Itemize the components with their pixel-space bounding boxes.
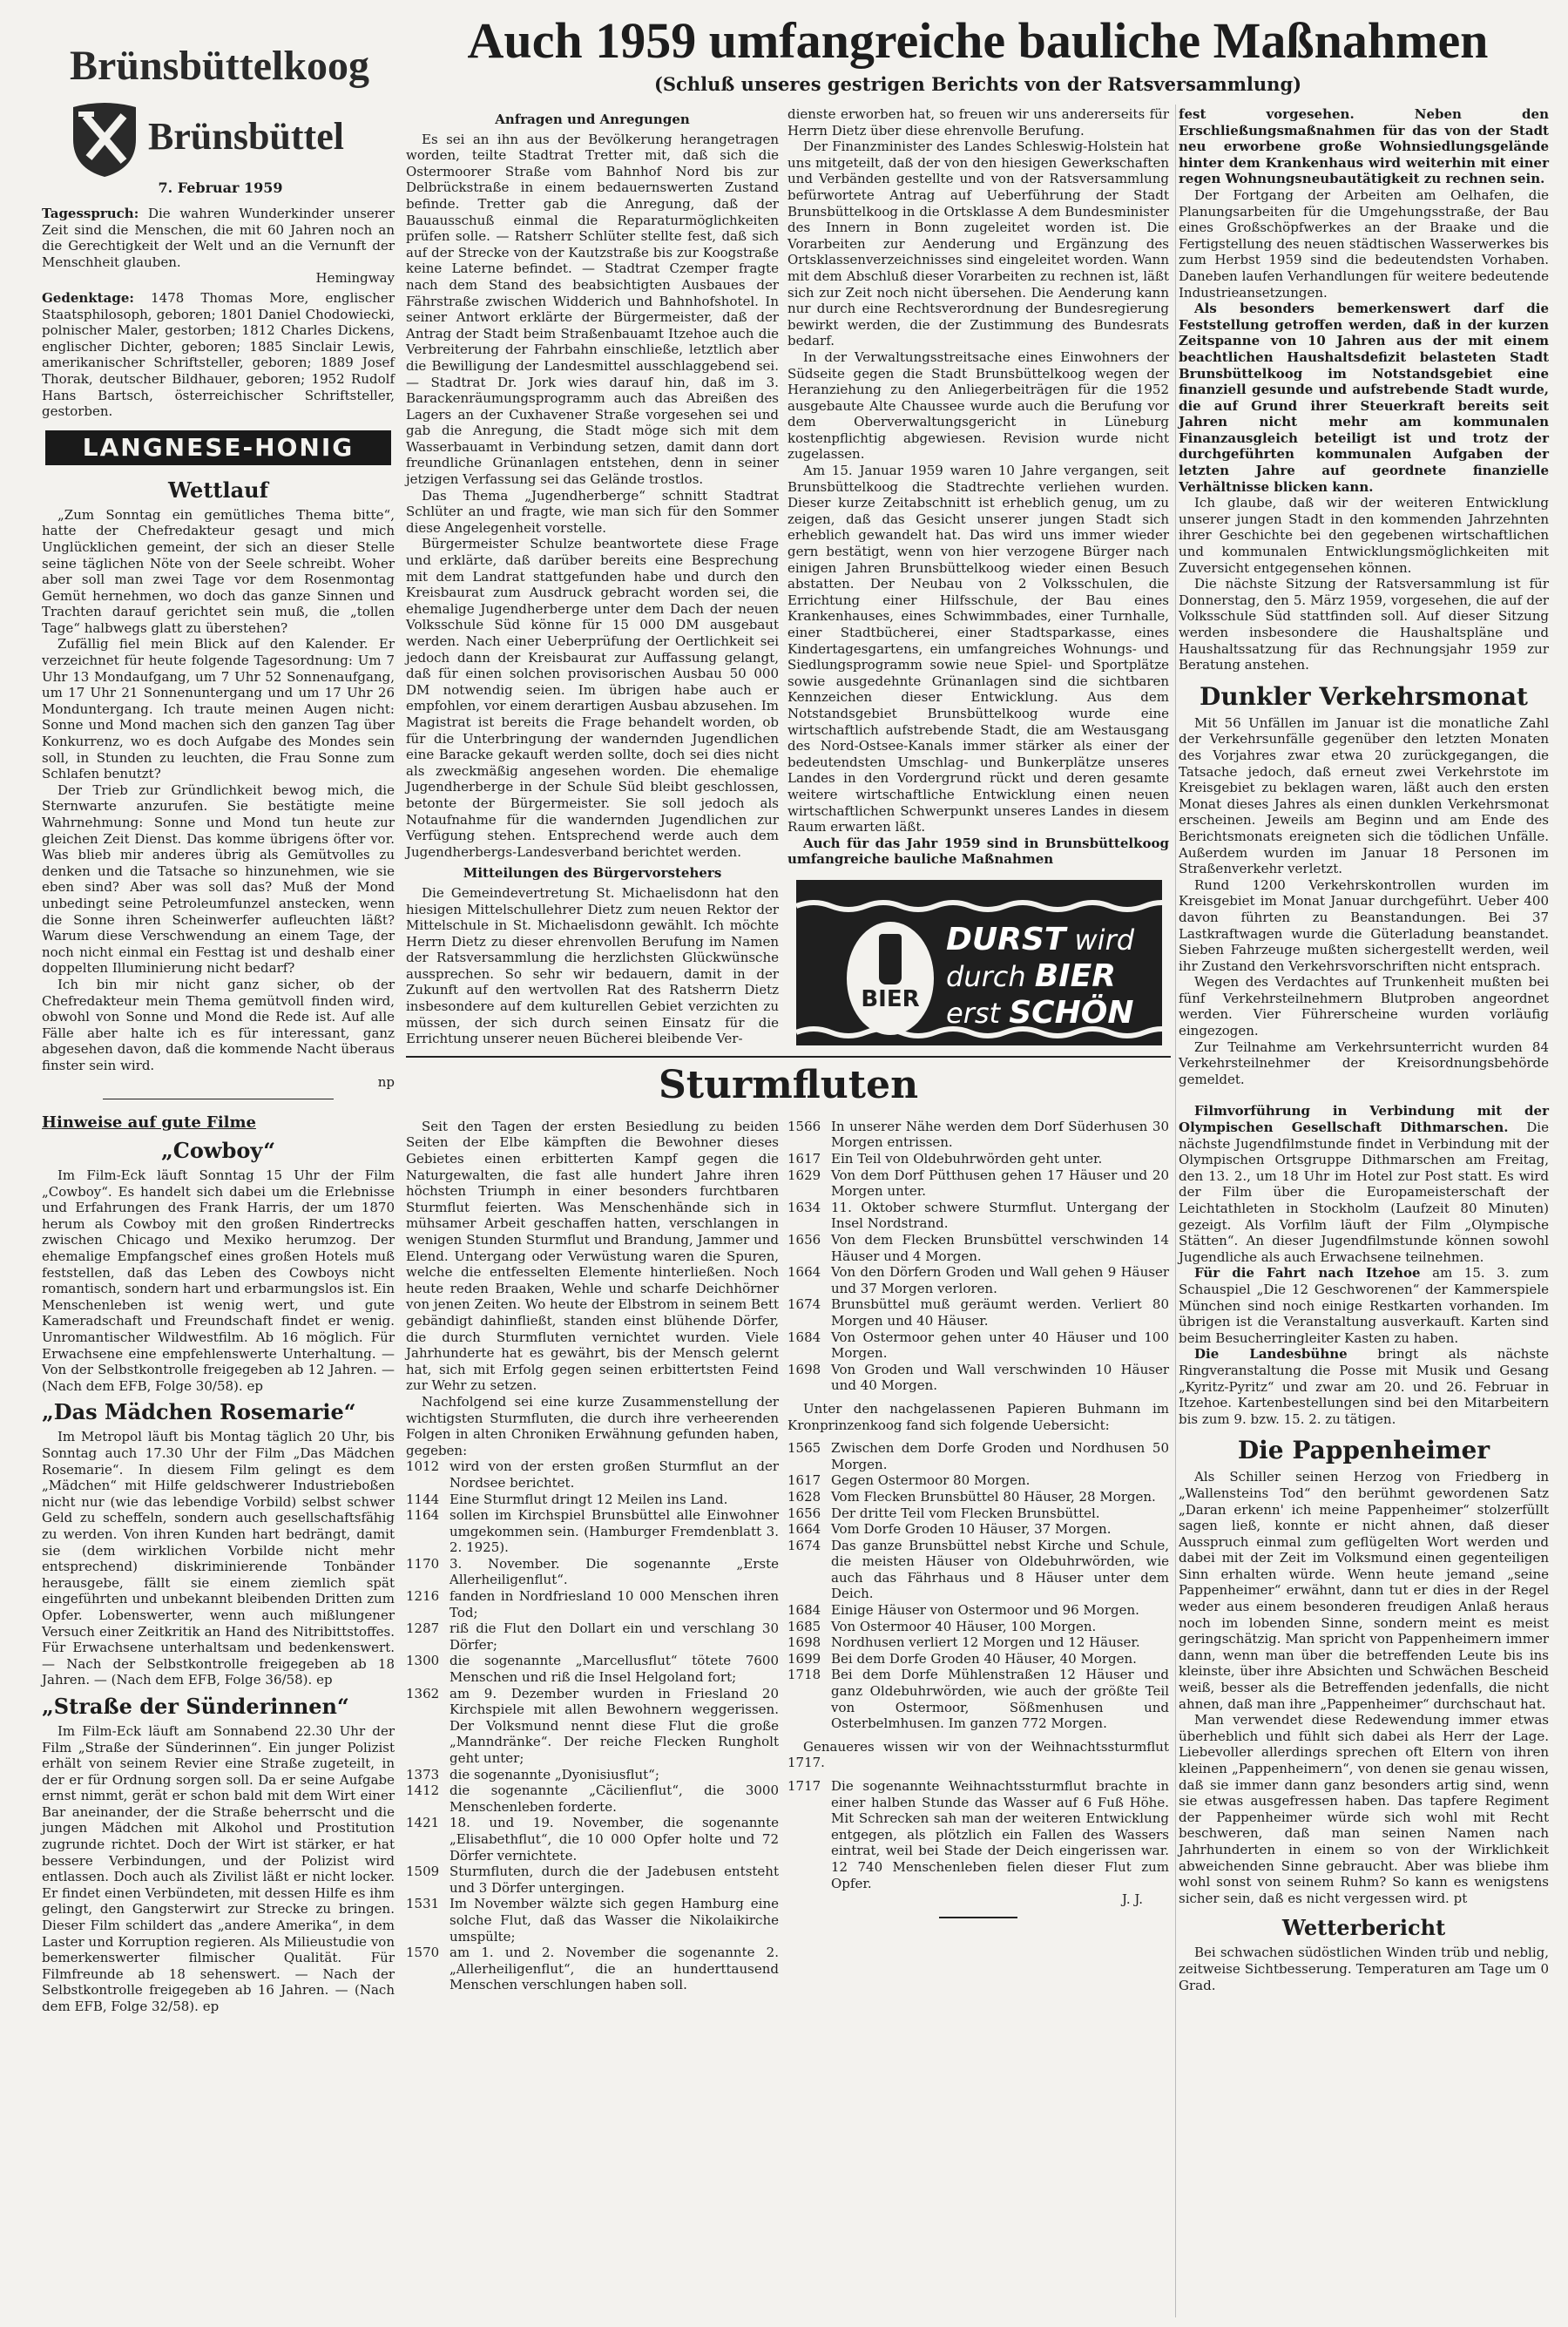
paragraph: Rund 1200 Verkehrskontrollen wurden im Kreisgebiet im Monat Januar durchgeführt. Ueber 400 davon führten zu Beanstandungen. Bei 37 Lastkraftwagen wurde die Güterladung beanstandet. Sieben Fahrzeuge mußten sichergestellt werden, weil ihr Zustand den Verkehrsvorschriften nicht entsprach. bbox=[1179, 876, 1549, 974]
paragraph: Bürgermeister Schulze beantwortete diese Frage und erklärte, daß darüber bereits eine Besprechung mit dem Landrat stattgefunden habe und durch den Kreisbaurat zum Ausdruck gebracht worden sei, die ehemalige Jugendherberge unter dem Dach der neuen Volksschule Süd könne für 15 000 DM ausgebaut werden. Nach einer Ueberprüfung der Oertlichkeit sei jedoch dann der Kreisbaurat zur Auffassung gelangt, daß für einen solchen provisorischen Ausbau 50 000 DM notwendig seien. Im übrigen habe auch er empfohlen, vor einem derartigen Ausbau abzusehen. Im Magistrat ist bereits die Frage behandelt worden, ob für die Unterbringung der wandernden Jugendlichen eine Baracke gekauft werden sollte, doch sei dies nicht als zweckmäßig angesehen worden. Die ehemalige Jugendherberge in der Schule Süd bleibt geschlossen, betonte der Bürgermeister. Sie soll jedoch als Notaufnahme für die wandernden Jugendlichen zur Verfügung stehen. Entsprechend werde auch dem Jugendherbergs-Landesverband berichtet werden. bbox=[406, 536, 779, 860]
paragraph: Die Landesbühne bringt als nächste Ringveranstaltung die Posse mit Musik und Gesang „Kyritz-Pyritz“ und zwar am 20. und 26. Februar in Itzehoe. Kartenbestellungen sind bei den Mitarbeitern bis zum 9. bzw. 15. 2. zu tätigen. bbox=[1179, 1346, 1549, 1427]
entry-year: 1674 bbox=[787, 1537, 821, 1553]
masthead-date: 7. Februar 1959 bbox=[158, 179, 283, 196]
sturmfluten-title: Sturmfluten bbox=[658, 1062, 919, 1107]
beer-glass-badge bbox=[847, 922, 934, 1035]
chronology-entry bbox=[787, 1634, 1169, 1651]
films-section-title: Hinweise auf gute Filme bbox=[42, 1113, 256, 1133]
film-title-suenderinnen: „Straße der Sünderinnen“ bbox=[42, 1693, 349, 1719]
chronology-entry bbox=[406, 1815, 779, 1864]
entry-text: Gegen Ostermoor 80 Morgen. bbox=[831, 1472, 1031, 1489]
entry-text: am 9. Dezember wurden in Friesland 20 Kirchspiele mit allen Bewohnern weggerissen. Der Volksmund nennt diese Flut die große „Manndränke“. Der reiche Flecken Rungholt geht unter; bbox=[449, 1685, 779, 1766]
paragraph: In der Verwaltungsstreitsache eines Einwohners der Südseite gegen die Stadt Brunsbüttelkoog wegen der Heranziehung zu den Anliegerbeiträgen für die 1952 ausgebaute Alte Chaussee wurde auch die Berufung vor dem Oberverwaltungsgericht in Lüneburg kostenpflichtig abgewiesen. Revision wurde nicht zugelassen. bbox=[787, 348, 1169, 463]
pappenheimer-article bbox=[1179, 1436, 1549, 1906]
wettlauf-article bbox=[42, 477, 395, 1090]
chronology-entry bbox=[787, 1538, 1169, 1602]
entry-text: Brunsbüttel muß geräumt werden. Verliert 80 Morgen und 40 Häuser. bbox=[831, 1296, 1169, 1329]
entry-text: Das ganze Brunsbüttel nebst Kirche und Schule, die meisten Häuser von Oldebuhrwörden, wie auch das Fährhaus und 8 Häuser unter dem Deich. bbox=[831, 1537, 1169, 1602]
entry-text: am 1. und 2. November die sogenannte 2. „Allerheiligenflut“, die an hunderttausend Menschen verschlungen haben soll. bbox=[449, 1945, 779, 1993]
chronology-entry bbox=[787, 1778, 1169, 1891]
entry-year: 1421 bbox=[406, 1815, 440, 1831]
chronology-list bbox=[787, 1119, 1169, 1394]
chronology-entry bbox=[787, 1264, 1169, 1296]
entry-text: In unserer Nähe werden dem Dorf Süderhusen 30 Morgen entrissen. bbox=[831, 1118, 1169, 1151]
entry-year: 1617 bbox=[787, 1472, 821, 1489]
divider bbox=[406, 1056, 1171, 1058]
film-title-cowboy: „Cowboy“ bbox=[161, 1138, 275, 1164]
entry-text: 18. und 19. November, die sogenannte „Elisabethflut“, die 10 000 Opfer holte und 72 Dörfer vernichtete. bbox=[449, 1815, 779, 1864]
bier-ad bbox=[796, 880, 1162, 1045]
entry-text: Die sogenannte Weihnachtssturmflut brachte in einer halben Stunde das Wasser auf 6 Fuß Höhe. Mit Schrecken sah man der weiteren Entwicklung entgegen, als plötzlich ein Fallen des Wassers eintrat, weil bei Stade der Deich eingerissen war. 12 740 Menschenleben fielen dieser Flut zum Opfer. bbox=[831, 1778, 1169, 1891]
entry-text: Von Ostermoor 40 Häuser, 100 Morgen. bbox=[831, 1618, 1097, 1634]
center-columns bbox=[406, 106, 1171, 1993]
chronology-entry bbox=[406, 1686, 779, 1767]
beer-glass-icon bbox=[879, 934, 902, 984]
entry-year: 1531 bbox=[406, 1896, 440, 1912]
wettlauf-title: Wettlauf bbox=[168, 477, 268, 503]
chronology-entry bbox=[406, 1458, 779, 1491]
entry-year: 1216 bbox=[406, 1588, 440, 1605]
entry-year: 1664 bbox=[787, 1521, 821, 1538]
paragraph: Der Fortgang der Arbeiten am Oelhafen, die Planungsarbeiten für die Umgehungsstraße, der Bau eines Großschöpfwerkes an der Braake und die Fertigstellung des neuen städtischen Wasserwerkes bis zum Herbst 1959 sind die bedeutendsten Vorhaben. Daneben laufen Verhandlungen für weitere bedeutende Industrieansetzungen. bbox=[1179, 186, 1549, 301]
entry-text: die sogenannte „Cäcilienflut“, die 3000 Menschenleben forderte. bbox=[449, 1782, 779, 1815]
chronology-entry bbox=[787, 1489, 1169, 1505]
paragraph: Der Finanzminister des Landes Schleswig-Holstein hat uns mitgeteilt, daß der von den hiesigen Gewerkschaften und Verbänden gestellte und von der Ratsversammlung befürwortete Antrag auf Ueberführung der Stadt Brunsbüttelkoog in die Ortsklasse A dem Bundesminister des Innern in Bonn zugeleitet worden ist. Die Vorarbeiten zur Aenderung und Ergänzung des Ortsklassenverzeichnisses sind eingeleitet worden. Wann mit dem Abschluß dieser Vorarbeiten zu rechnen ist, läßt sich zur Zeit noch nicht übersehen. Die Aenderung kann nur durch eine Rechtsverordnung der Bundesregierung bewirkt werden, die der Zustimmung des Bundesrats bedarf. bbox=[787, 139, 1169, 349]
ratsversammlung-col2 bbox=[406, 106, 779, 1047]
entry-text: wird von der ersten großen Sturmflut an der Nordsee berichtet. bbox=[449, 1458, 779, 1491]
paragraph: „Zum Sonntag ein gemütliches Thema bitte“, hatte der Chefredakteur gesagt und mich Unglücklichen gemeint, der sich an dieser Stelle seine täglichen Nöte von der Seele schreibt. Woher aber soll man zwei Tage vor dem Rosenmontag Gemüt hernehmen, wo doch das ganze Sinnen und Trachten darauf gerichtet sein muß, die „tollen Tage“ halbwegs glatt zu überstehen? bbox=[42, 506, 395, 636]
divider bbox=[939, 1917, 1017, 1918]
ratsversammlung-columns bbox=[406, 106, 1171, 1047]
tagesspruch-label: Tagesspruch: bbox=[42, 206, 139, 221]
entry-year: 1674 bbox=[787, 1296, 821, 1313]
entry-year: 1570 bbox=[406, 1945, 440, 1961]
verkehr-article bbox=[1179, 682, 1549, 1088]
entry-text: die sogenannte „Dyonisiusflut“; bbox=[449, 1766, 659, 1782]
chronology-entry bbox=[406, 1945, 779, 1993]
sidebar-info bbox=[42, 206, 395, 420]
entry-year: 1684 bbox=[787, 1602, 821, 1619]
tagesspruch-text: Die wahren Wunderkinder unserer Zeit sind die Menschen, die mit 60 Jahren noch an die Gerechtigkeit der Welt und an die Vernunft der Menschheit glauben. bbox=[42, 206, 395, 270]
entry-year: 1684 bbox=[787, 1329, 821, 1345]
entry-text: Nordhusen verliert 12 Morgen und 12 Häuser. bbox=[831, 1634, 1140, 1651]
chronology-entry bbox=[787, 1362, 1169, 1394]
ratsversammlung-col4 bbox=[1179, 106, 1549, 673]
entry-text: riß die Flut den Dollart ein und verschlang 30 Dörfer; bbox=[449, 1620, 779, 1653]
chronology-entry bbox=[787, 1619, 1169, 1635]
paragraph: Ich glaube, daß wir der weiteren Entwicklung unserer jungen Stadt in den kommenden Jahrzehnten ihrer Geschichte bei den gegebenen wirtschaftlichen und kommunalen Entwicklungsmöglichkeiten mit Zuversicht entgegensehen können. bbox=[1179, 495, 1549, 576]
entry-text: 3. November. Die sogenannte „Erste Allerheiligenflut“. bbox=[449, 1555, 779, 1588]
paragraph: Für die Fahrt nach Itzehoe am 15. 3. zum Schauspiel „Die 12 Geschworenen“ der Kammerspiele München sind noch einige Restkarten vorhanden. Im übrigen ist die Veranstaltung ausverkauft. Karten sind beim Besucherringleiter Kasten zu haben. bbox=[1179, 1265, 1549, 1346]
chronology-entry bbox=[406, 1620, 779, 1653]
entry-text: Ein Teil von Oldebuhrwörden geht unter. bbox=[831, 1151, 1103, 1167]
paragraph: Als Schiller seinen Herzog von Friedberg in „Wallensteins Tod“ den berühmt gewordenen Satz „Daran erkenn' ich meine Pappenheimer“ stolzerfüllt sagen ließ, konnte er nicht ahnen, daß dieser Ausspruch einmal zum geflügelten Wort werden und dabei mit der Zeit im Volksmund einen gegenteiligen Sinn erhalten würde. Wenn heute jemand „seine Pappenheimer“ erwähnt, dann tut er dies in der Regel weder aus einem besonderen freudigen Anlaß heraus noch im lobenden Sinne, sondern meint es meist geringschätzig. Man spricht von Pappenheimern immer dann, wenn man über die betreffenden Leute bis ins kleinste, über ihre Absichten und Schwächen Bescheid weiß, besser als die Betreffenden jedenfalls, die nicht ahnen, daß man ihre „Pappenheimer“ durchschaut hat. bbox=[1179, 1469, 1549, 1712]
chronology-entry bbox=[787, 1151, 1169, 1167]
coat-of-arms-icon bbox=[70, 100, 139, 179]
entry-year: 1164 bbox=[406, 1507, 440, 1524]
chronology-entry bbox=[406, 1864, 779, 1896]
chronology-entry bbox=[787, 1440, 1169, 1472]
entry-text: 11. Oktober schwere Sturmflut. Untergang der Insel Nordstrand. bbox=[831, 1199, 1169, 1232]
entry-year: 1717 bbox=[787, 1778, 821, 1794]
entry-text: Zwischen dem Dorfe Groden und Nordhusen 50 Morgen. bbox=[831, 1440, 1169, 1472]
tagesspruch-author: Hemingway bbox=[315, 270, 395, 287]
paragraph: Zur Teilnahme am Verkehrsunterricht wurden 84 Verkehrsteilnehmer der Kreisordnungsbehörde gemeldet. bbox=[1179, 1038, 1549, 1087]
paragraph-bold: Auch für das Jahr 1959 sind in Brunsbüttelkoog umfangreiche bauliche Maßnahmen bbox=[787, 835, 1169, 868]
paragraph: dienste erworben hat, so freuen wir uns andererseits für Herrn Dietz über diese ehrenvolle Berufung. bbox=[787, 106, 1169, 139]
paragraph: Unter den nachgelassenen Papieren Buhmann im Kronprinzenkoog fand sich folgende Uebersicht: bbox=[787, 1400, 1169, 1433]
entry-year: 1685 bbox=[787, 1618, 821, 1634]
page-subheadline: (Schluß unseres gestrigen Berichts von der Ratsversammlung) bbox=[653, 73, 1302, 95]
paragraph: Das Thema „Jugendherberge“ schnitt Stadtrat Schlüter an und fragte, wie man sich für den Sommer diese Angelegenheit vorstelle. bbox=[406, 487, 779, 536]
entry-year: 1699 bbox=[787, 1650, 821, 1667]
entry-text: Bei dem Dorfe Groden 40 Häuser, 40 Morgen. bbox=[831, 1650, 1137, 1667]
chronology-entry bbox=[787, 1232, 1169, 1264]
sturmfluten-col3 bbox=[787, 1119, 1169, 1918]
paragraph: Bei schwachen südöstlichen Winden trüb und neblig, zeitweise Sichtbesserung. Temperaturen am Tage um 0 Grad. bbox=[1179, 1945, 1549, 1993]
entry-year: 1287 bbox=[406, 1620, 440, 1637]
gedenktage-label: Gedenktage: bbox=[42, 289, 134, 306]
sturmfluten-col2 bbox=[406, 1119, 779, 1993]
masthead-title: Brünsbüttelkoog bbox=[69, 43, 370, 89]
ratsversammlung-col3 bbox=[787, 106, 1169, 1045]
entry-text: Von dem Flecken Brunsbüttel verschwinden 14 Häuser und 4 Morgen. bbox=[831, 1232, 1169, 1264]
film-review: Im Film-Eck läuft am Sonnabend 22.30 Uhr der Film „Straße der Sünderinnen“. Ein junger Polizist erhält von seinem Revier eine Straße zugeteilt, in der er für Ordnung sorgen soll. Da er seine Aufgabe ernst nimmt, gerät er schon bald mit dem Wirt einer Bar aneinander, der die Straße beherrscht und die jungen Mädchen mit Alkohol und Prostitution zugrunde richtet. Doch der Wirt ist stärker, er hat bessere Verbindungen, und der Polizist wird entlassen. Doch auch als Zivilist läßt er nicht locker. Er findet einen Verbündeten, mit dessen Hilfe es ihm gelingt, den Gangsterwirt zur Strecke zu bringen. Dieser Film schildert das „andere Amerika“, in dem Laster und Korruption regieren. Als Milieustudie von bemerkenswerter filmischer Qualität. Für Filmfreunde ab 18 sehenswert. — Nach der Selbstkontrolle freigegeben ab 16 Jahren. — (Nach dem EFB, Folge 32/58). ep bbox=[42, 1722, 395, 2014]
chronology-entry bbox=[787, 1472, 1169, 1489]
chronology-list bbox=[406, 1458, 779, 1993]
wetter-title: Wetterbericht bbox=[1281, 1915, 1446, 1941]
entry-text: Im November wälzte sich gegen Hamburg eine solche Flut, daß das Wasser die Nikolaikirche umspülte; bbox=[449, 1896, 779, 1945]
paragraph: Ich bin mir nicht ganz sicher, ob der Chefredakteur mein Thema gemütvoll finden wird, obwohl von Sonne und Mond die Rede ist. Auf alle Fälle aber halte ich es für interessant, ganz abgesehen davon, daß die kommende Nacht überaus finster sein wird. bbox=[42, 976, 395, 1073]
chronology-entry bbox=[406, 1588, 779, 1620]
chronology-list bbox=[787, 1778, 1169, 1891]
chronology-entry bbox=[787, 1651, 1169, 1667]
film-reviews bbox=[42, 1113, 395, 2015]
entry-text: Einige Häuser von Ostermoor und 96 Morgen. bbox=[831, 1602, 1139, 1619]
entry-year: 1373 bbox=[406, 1766, 440, 1782]
entry-text: Sturmfluten, durch die der Jadebusen entsteht und 3 Dörfer untergingen. bbox=[449, 1864, 779, 1896]
entry-year: 1144 bbox=[406, 1491, 440, 1507]
chronology-entry bbox=[406, 1653, 779, 1685]
chronology-entry bbox=[787, 1667, 1169, 1731]
entry-year: 1412 bbox=[406, 1782, 440, 1799]
pappenheimer-title: Die Pappenheimer bbox=[1237, 1436, 1490, 1465]
entry-year: 1698 bbox=[787, 1361, 821, 1377]
ad-slogan: DURST wird durch BIER erst SCHÖN bbox=[946, 921, 1135, 1031]
kultur-notes bbox=[1179, 1103, 1549, 1427]
chronology-entry bbox=[787, 1119, 1169, 1151]
entry-year: 1656 bbox=[787, 1232, 821, 1248]
entry-year: 1656 bbox=[787, 1505, 821, 1521]
chronology-entry bbox=[406, 1767, 779, 1783]
film-title-rosemarie: „Das Mädchen Rosemarie“ bbox=[42, 1399, 356, 1425]
entry-year: 1170 bbox=[406, 1555, 440, 1572]
paragraph: Filmvorführung in Verbindung mit der Olympischen Gesellschaft Dithmarschen. Die nächste Jugendfilmstunde findet in Verbindung mit der Olympischen Ortsgruppe Dithmarschen am Freitag, den 13. 2., um 18 Uhr im Hotel zur Post statt. Es wird der Film über die Europameisterschaft der Leichtathleten in Stockholm (Laufzeit 80 Minuten) gezeigt. Als Vorfilm läuft der Film „Olympische Stätten“. An dieser Jugendfilmstunde können sowohl Jugendliche als auch Erwachsene teilnehmen. bbox=[1179, 1103, 1549, 1265]
gedenktage-text: 1478 Thomas More, englischer Staatsphilosoph, geboren; 1801 Daniel Chodowiecki, polnischer Maler, gestorben; 1812 Charles Dickens, englischer Dichter, geboren; 1885 Sinclair Lewis, amerikanischer Schriftsteller, geboren; 1889 Josef Thorak, deutscher Bildhauer, geboren; 1952 Rudolf Hans Bartsch, österreichischer Schriftsteller, gestorben. bbox=[42, 289, 395, 420]
page-headline: Auch 1959 umfangreiche bauliche Maßnahmen bbox=[467, 12, 1489, 69]
entry-year: 1300 bbox=[406, 1653, 440, 1669]
left-column bbox=[42, 206, 395, 2015]
film-review: Im Film-Eck läuft Sonntag 15 Uhr der Film „Cowboy“. Es handelt sich dabei um die Erlebnisse und Erfahrungen des Frank Harris, der um 1870 herum als Cowboy mit den großen Rindertrecks zwischen Chicago und Mexiko herumzog. Der ehemalige Empfangschef eines großen Hotels muß feststellen, daß das Leben des Cowboys nicht romantisch, sondern hart und erbarmungslos ist. Ein Menschenleben ist wenig wert, und gute Kameradschaft und Freundschaft findet er wenig. Unromantischer Wildwestfilm. Ab 16 möglich. Für Erwachsene eine empfehlenswerte Unterhaltung. — Von der Selbstkontrolle freigegeben ab 12 Jahren. — (Nach dem EFB, Folge 30/58). ep bbox=[42, 1167, 395, 1394]
chronology-entry bbox=[406, 1556, 779, 1588]
sturmfluten-columns bbox=[406, 1119, 1171, 1993]
entry-year: 1628 bbox=[787, 1488, 821, 1505]
chronology-entry bbox=[787, 1296, 1169, 1329]
entry-text: Von Groden und Wall verschwinden 10 Häuser und 40 Morgen. bbox=[831, 1361, 1169, 1394]
paragraph: Genaueres wissen wir von der Weihnachtssturmflut 1717. bbox=[787, 1738, 1169, 1771]
chronology-entry bbox=[406, 1896, 779, 1945]
entry-year: 1664 bbox=[787, 1264, 821, 1281]
entry-text: Von dem Dorf Pütthusen gehen 17 Häuser und 20 Morgen unter. bbox=[831, 1167, 1169, 1200]
paragraph-bold: Als besonders bemerkenswert darf die Feststellung getroffen werden, daß in der kurzen Zeitspanne von 10 Jahren aus der mit einem beachtlichen Haushaltsdefizit belasteten Stadt Brunsbüttelkoog im Notstandsgebiet eine finanziell gesunde und aufstrebende Stadt wurde, die auf Grund ihrer Steuerkraft bereits seit Jahren nicht mehr am kommunalen Finanzausgleich beteiligt ist und trotz der durchgeführten kommunalen Aufgaben der letzten Jahre auf geordnete finanzielle Verhältnisse blicken kann. bbox=[1179, 301, 1549, 495]
signature: J. J. bbox=[1121, 1891, 1143, 1908]
chronology-entry bbox=[787, 1602, 1169, 1619]
entry-text: Der dritte Teil vom Flecken Brunsbüttel. bbox=[831, 1505, 1100, 1521]
entry-text: Von den Dörfern Groden und Wall gehen 9 Häuser und 37 Morgen verloren. bbox=[831, 1264, 1169, 1296]
signature: np bbox=[377, 1073, 395, 1090]
entry-year: 1565 bbox=[787, 1440, 821, 1457]
entry-text: Eine Sturmflut dringt 12 Meilen ins Land. bbox=[449, 1491, 728, 1507]
section-title: Anfragen und Anregungen bbox=[495, 112, 690, 127]
paragraph: Nachfolgend sei eine kurze Zusammenstellung der wichtigsten Sturmfluten, die durch ihre verheerenden Folgen in alten Chroniken Erwähnung gefunden haben, gegeben: bbox=[406, 1393, 779, 1458]
paragraph: Die nächste Sitzung der Ratsversammlung ist für Donnerstag, den 5. März 1959, vorgesehen, die auf der Volksschule Süd stattfinden soll. Auf dieser Sitzung werden insbesondere die Haushaltspläne und Haushaltssatzung für das Rechnungsjahr 1959 zur Beratung anstehen. bbox=[1179, 576, 1549, 673]
paragraph: Seit den Tagen der ersten Besiedlung zu beiden Seiten der Elbe kämpften die Bewohner dieses Gebietes einen erbitterten Kampf gegen die Naturgewalten, die fast alle hundert Jahre ihren höchsten Triumph in einer besonders furchtbaren Sturmflut feierten. Was Menschenhände sich in mühsamer Arbeit geschaffen hatten, verschlangen in wenigen Stunden Sturmflut und Brandung, Jammer und Elend. Untergang oder Verwüstung waren die Spuren, welche die entfesselten Elemente hinterließen. Noch heute reden Braaken, Wehle und scharfe Deichhörner von jenen Zeiten. Wo heute der Elbstrom in seinem Bett gebändigt dahinfließt, standen einst blühende Dörfer, die durch Sturmfluten vernichtet wurden. Viele Jahrhunderte hat es gewährt, bis der Mensch gelernt hat, sich mit Erfolg gegen seinen erbittertsten Feind zur Wehr zu setzen. bbox=[406, 1118, 779, 1394]
entry-year: 1629 bbox=[787, 1167, 821, 1183]
chronology-entry bbox=[787, 1200, 1169, 1232]
chronology-entry bbox=[406, 1492, 779, 1508]
paragraph: Mit 56 Unfällen im Januar ist die monatliche Zahl der Verkehrsunfälle gegenüber den letzten Monaten des Vorjahres zwar etwa 20 zurückgegangen, die Tatsache jedoch, daß erneut zwei Verkehrstote im Kreisgebiet zu beklagen waren, läßt auch den ersten Monat dieses Jahres als einen dunklen Verkehrsmonat erscheinen. Jeweils am Beginn und am Ende des Berichtsmonats ereigneten sich die tödlichen Unfälle. Außerdem wurden im Januar 18 Personen im Straßenverkehr verletzt. bbox=[1179, 714, 1549, 877]
masthead-subtitle: Brünsbüttel bbox=[148, 115, 344, 158]
entry-text: fanden in Nordfriesland 10 000 Menschen ihren Tod; bbox=[449, 1588, 779, 1620]
paragraph-bold: fest vorgesehen. Neben den Erschließungsmaßnahmen für das von der Stadt neu erworbene große Wohnsiedlungsgelände hinter dem Krankenhaus wird weiterhin mit einer regen Wohnungsneubautätigkeit zu rechnen sein. bbox=[1179, 106, 1549, 187]
langnese-honig-ad: LANGNESE-HONIG bbox=[45, 430, 391, 465]
entry-text: Vom Dorfe Groden 10 Häuser, 37 Morgen. bbox=[831, 1521, 1112, 1538]
chronology-entry bbox=[406, 1782, 779, 1815]
entry-year: 1362 bbox=[406, 1685, 440, 1701]
paragraph: Der Trieb zur Gründlichkeit bewog mich, die Sternwarte anzurufen. Sie bestätigte meine Wahrnehmung: Sonne und Mond tun heute zur gleichen Zeit Dienst. Das komme übrigens öfter vor. Was blieb mir anderes übrig als Gemütvolles zu denken und die Tatsache so hinzunehmen, wie sie eben sind? Aber was soll das? Muß der Mond unbedingt seine Petroleumfunzel anstecken, wenn die Sonne ihren Scheinwerfer aufleuchten läßt? Warum diese Verschwendung an einem Tage, der noch nicht einmal ein Festtag ist und deshalb einer doppelten Illuminierung nicht bedarf? bbox=[42, 781, 395, 977]
paragraph: Man verwendet diese Redewendung immer etwas überheblich und fühlt sich dabei als Herr der Lage. Liebevoller allerdings sprechen oft Eltern von ihren kleinen „Pappenheimern“, von denen sie genau wissen, daß sie immer dann ganz besonders artig sind, wenn sie etwas ausgefressen haben. Das tapfere Regiment der Pappenheimer würde sich wohl mit Recht beschweren, daß man seinen Namen nach Jahrhunderten in einem so von der Wirklichkeit abweichenden Sinne gebraucht. Aber was bliebe ihm wohl sonst von seinem Ruhm? So kann es wenigstens sicher sein, daß es nicht vergessen wird. pt bbox=[1179, 1712, 1549, 1906]
badge-text: BIER bbox=[861, 985, 920, 1012]
film-review: Im Metropol läuft bis Montag täglich 20 Uhr, bis Sonntag auch 17.30 Uhr der Film „Das Mädchen Rosemarie“. In diesem Film gelingt es dem „Mädchen“ mit Hilfe geldschwerer Industrieboßen nicht nur (wie das lebendige Vorbild) selbst schwer Geld zu scheffeln, sondern auch gesellschaftsfähig zu werden. Von ihren Kunden hart bedrängt, damit sie (dem wirklichen Vorbilde nicht mehr entsprechend) diskriminierende Tonbänder herausgebe, fällt sie einem ziemlich spät eingeführten und unbekannt bleibenden Dritten zum Opfer. Lobenswerter, wenn auch mißlungener Versuch einer Zeitkritik an Hand des Nitribittstoffes. Für Erwachsene unterhaltsam und bedenkenswert. — Nach der Selbstkontrolle freigegeben ab 18 Jahren. — (Nach dem EFB, Folge 36/58). ep bbox=[42, 1429, 395, 1688]
paragraph: Es sei an ihn aus der Bevölkerung herangetragen worden, teilte Stadtrat Tretter mit, daß sich die Ostermoorer Straße vom Bahnhof Nord bis zur Delbrückstraße in einem bedauernswerten Zustand befinde. Tretter gab die Anregung, daß der Bauausschuß einmal die Reparaturmöglichkeiten prüfen solle. — Ratsherr Schlüter stellte fest, daß sich auf der Strecke von der Kautzstraße bis zur Koogstraße keine Laterne befindet. — Stadtrat Czemper fragte nach dem Stand des beabsichtigten Ausbaues der Fährstraße zwischen Widderich und Bahnhofshotel. In seiner Antwort erklärte der Bürgermeister, daß der Antrag der Stadt beim Straßenbauamt Itzehoe auch die Verbreiterung der Fahrbahn einschließe, letztlich aber die Bewilligung der Landesmittel ausschlaggebend sei. — Stadtrat Dr. Jork wies darauf hin, daß im 3. Barackenräumungsprogramm auch das Abreißen des Lagers an der Cuxhavener Straße vorgesehen sei und gab die Anregung, die Stadt möge sich mit dem Wasserbauamt in Verbindung setzen, damit dann dort freundliche Grünanlagen entstehen, denn in seiner jetzigen Verfassung sei das Gelände trostlos. bbox=[406, 131, 779, 488]
paragraph: Die Gemeindevertretung St. Michaelisdonn hat den hiesigen Mittelschullehrer Dietz zum neuen Rektor der Mittelschule in St. Michaelisdonn gewählt. Ich möchte Herrn Dietz zu dieser ehrenvollen Berufung im Namen der Ratsversammlung die herzlichsten Glückwünsche aussprechen. So sehr wir bedauern, damit in der Zukunft auf den wertvollen Rat des Ratsherrn Dietz insbesondere auf dem kulturellen Gebiet verzichten zu müssen, der sich durch seinen Einsatz für die Errichtung unserer neuen Bücherei bleibende Ver- bbox=[406, 884, 779, 1047]
paragraph: Zufällig fiel mein Blick auf den Kalender. Er verzeichnet für heute folgende Tagesordnung: Um 7 Uhr 13 Mondaufgang, um 7 Uhr 52 Sonnenaufgang, um 17 Uhr 21 Sonnenuntergang und um 17 Uhr 26 Monduntergang. Ich traute meinen Augen nicht: Sonne und Mond machen sich den ganzen Tag über Konkurrenz, wo es doch Aufgabe des Mondes sein soll, in Stunden zu leuchten, die Frau Sonne zum Schlafen benutzt? bbox=[42, 636, 395, 782]
entry-year: 1012 bbox=[406, 1458, 440, 1475]
paragraph: Wegen des Verdachtes auf Trunkenheit mußten bei fünf Verkehrsteilnehmern Blutproben angeordnet werden. Vier Führerscheine wurden vorläufig eingezogen. bbox=[1179, 974, 1549, 1039]
entry-text: die sogenannte „Marcellusflut“ tötete 7600 Menschen und riß die Insel Helgoland fort; bbox=[449, 1653, 779, 1686]
chronology-list bbox=[787, 1440, 1169, 1732]
entry-text: sollen im Kirchspiel Brunsbüttel alle Einwohner umgekommen sein. (Hamburger Fremdenblatt 3. 2. 1925). bbox=[449, 1507, 779, 1556]
entry-year: 1509 bbox=[406, 1864, 440, 1880]
right-column bbox=[1179, 106, 1549, 1993]
entry-year: 1566 bbox=[787, 1118, 821, 1134]
entry-text: Vom Flecken Brunsbüttel 80 Häuser, 28 Morgen. bbox=[831, 1488, 1156, 1505]
chronology-entry bbox=[787, 1329, 1169, 1362]
entry-text: Bei dem Dorfe Mühlenstraßen 12 Häuser und ganz Oldebuhrwörden, wie auch der größte Teil von Ostermoor, Sößmenhusen und Osterbelmhusen. Im ganzen 772 Morgen. bbox=[831, 1667, 1169, 1732]
chronology-entry bbox=[787, 1505, 1169, 1522]
entry-year: 1698 bbox=[787, 1634, 821, 1651]
chronology-entry bbox=[787, 1167, 1169, 1200]
entry-year: 1617 bbox=[787, 1151, 821, 1167]
wetter-article bbox=[1179, 1915, 1549, 1993]
column-rule bbox=[1175, 105, 1176, 2317]
section-title: Mitteilungen des Bürgervorstehers bbox=[463, 865, 722, 882]
verkehr-title: Dunkler Verkehrsmonat bbox=[1200, 681, 1528, 711]
paragraph: Am 15. Januar 1959 waren 10 Jahre vergangen, seit Brunsbüttelkoog die Stadtrechte verliehen wurden. Dieser kurze Zeitabschnitt ist erheblich genug, um zu zeigen, daß das Gesicht unserer jungen Stadt sich erheblich gewandelt hat. Das wird uns immer wieder gern bestätigt, wenn von hier verzogene Bürger nach einigen Jahren Brunsbüttelkoog wieder einen Besuch abstatten. Der Neubau von 2 Volksschulen, die Errichtung einer Hilfsschule, der Bau eines Krankenhauses, eines Schwimmbades, einer Turnhalle, einer Stadtbücherei, einer Stadtsparkasse, eines Kindertagesgartens, ein umfangreiches Wohnungs- und Siedlungsprogramm sowie neue Spiel- und Sportplätze sowie ausgedehnte Grünanlagen sind die sichtbaren Kennzeichen dieser Entwicklung. Aus dem Notstandsgebiet Brunsbüttelkoog wurde eine wirtschaftlich aufstrebende Stadt, die am Westausgang des Nord-Ostsee-Kanals immer stärker als einer der bedeutendsten Umschlag- und Bunkerplätze unseres Landes in den Vordergrund rückt und deren gesamte weitere wirtschaftliche Entwicklung einen neuen wirtschaftlichen Schwerpunkt unseres Landes in diesem Raum erwarten läßt. bbox=[787, 463, 1169, 835]
entry-text: Von Ostermoor gehen unter 40 Häuser und 100 Morgen. bbox=[831, 1329, 1169, 1362]
chronology-entry bbox=[787, 1521, 1169, 1538]
entry-year: 1718 bbox=[787, 1667, 821, 1683]
chronology-entry bbox=[406, 1507, 779, 1556]
entry-year: 1634 bbox=[787, 1199, 821, 1215]
